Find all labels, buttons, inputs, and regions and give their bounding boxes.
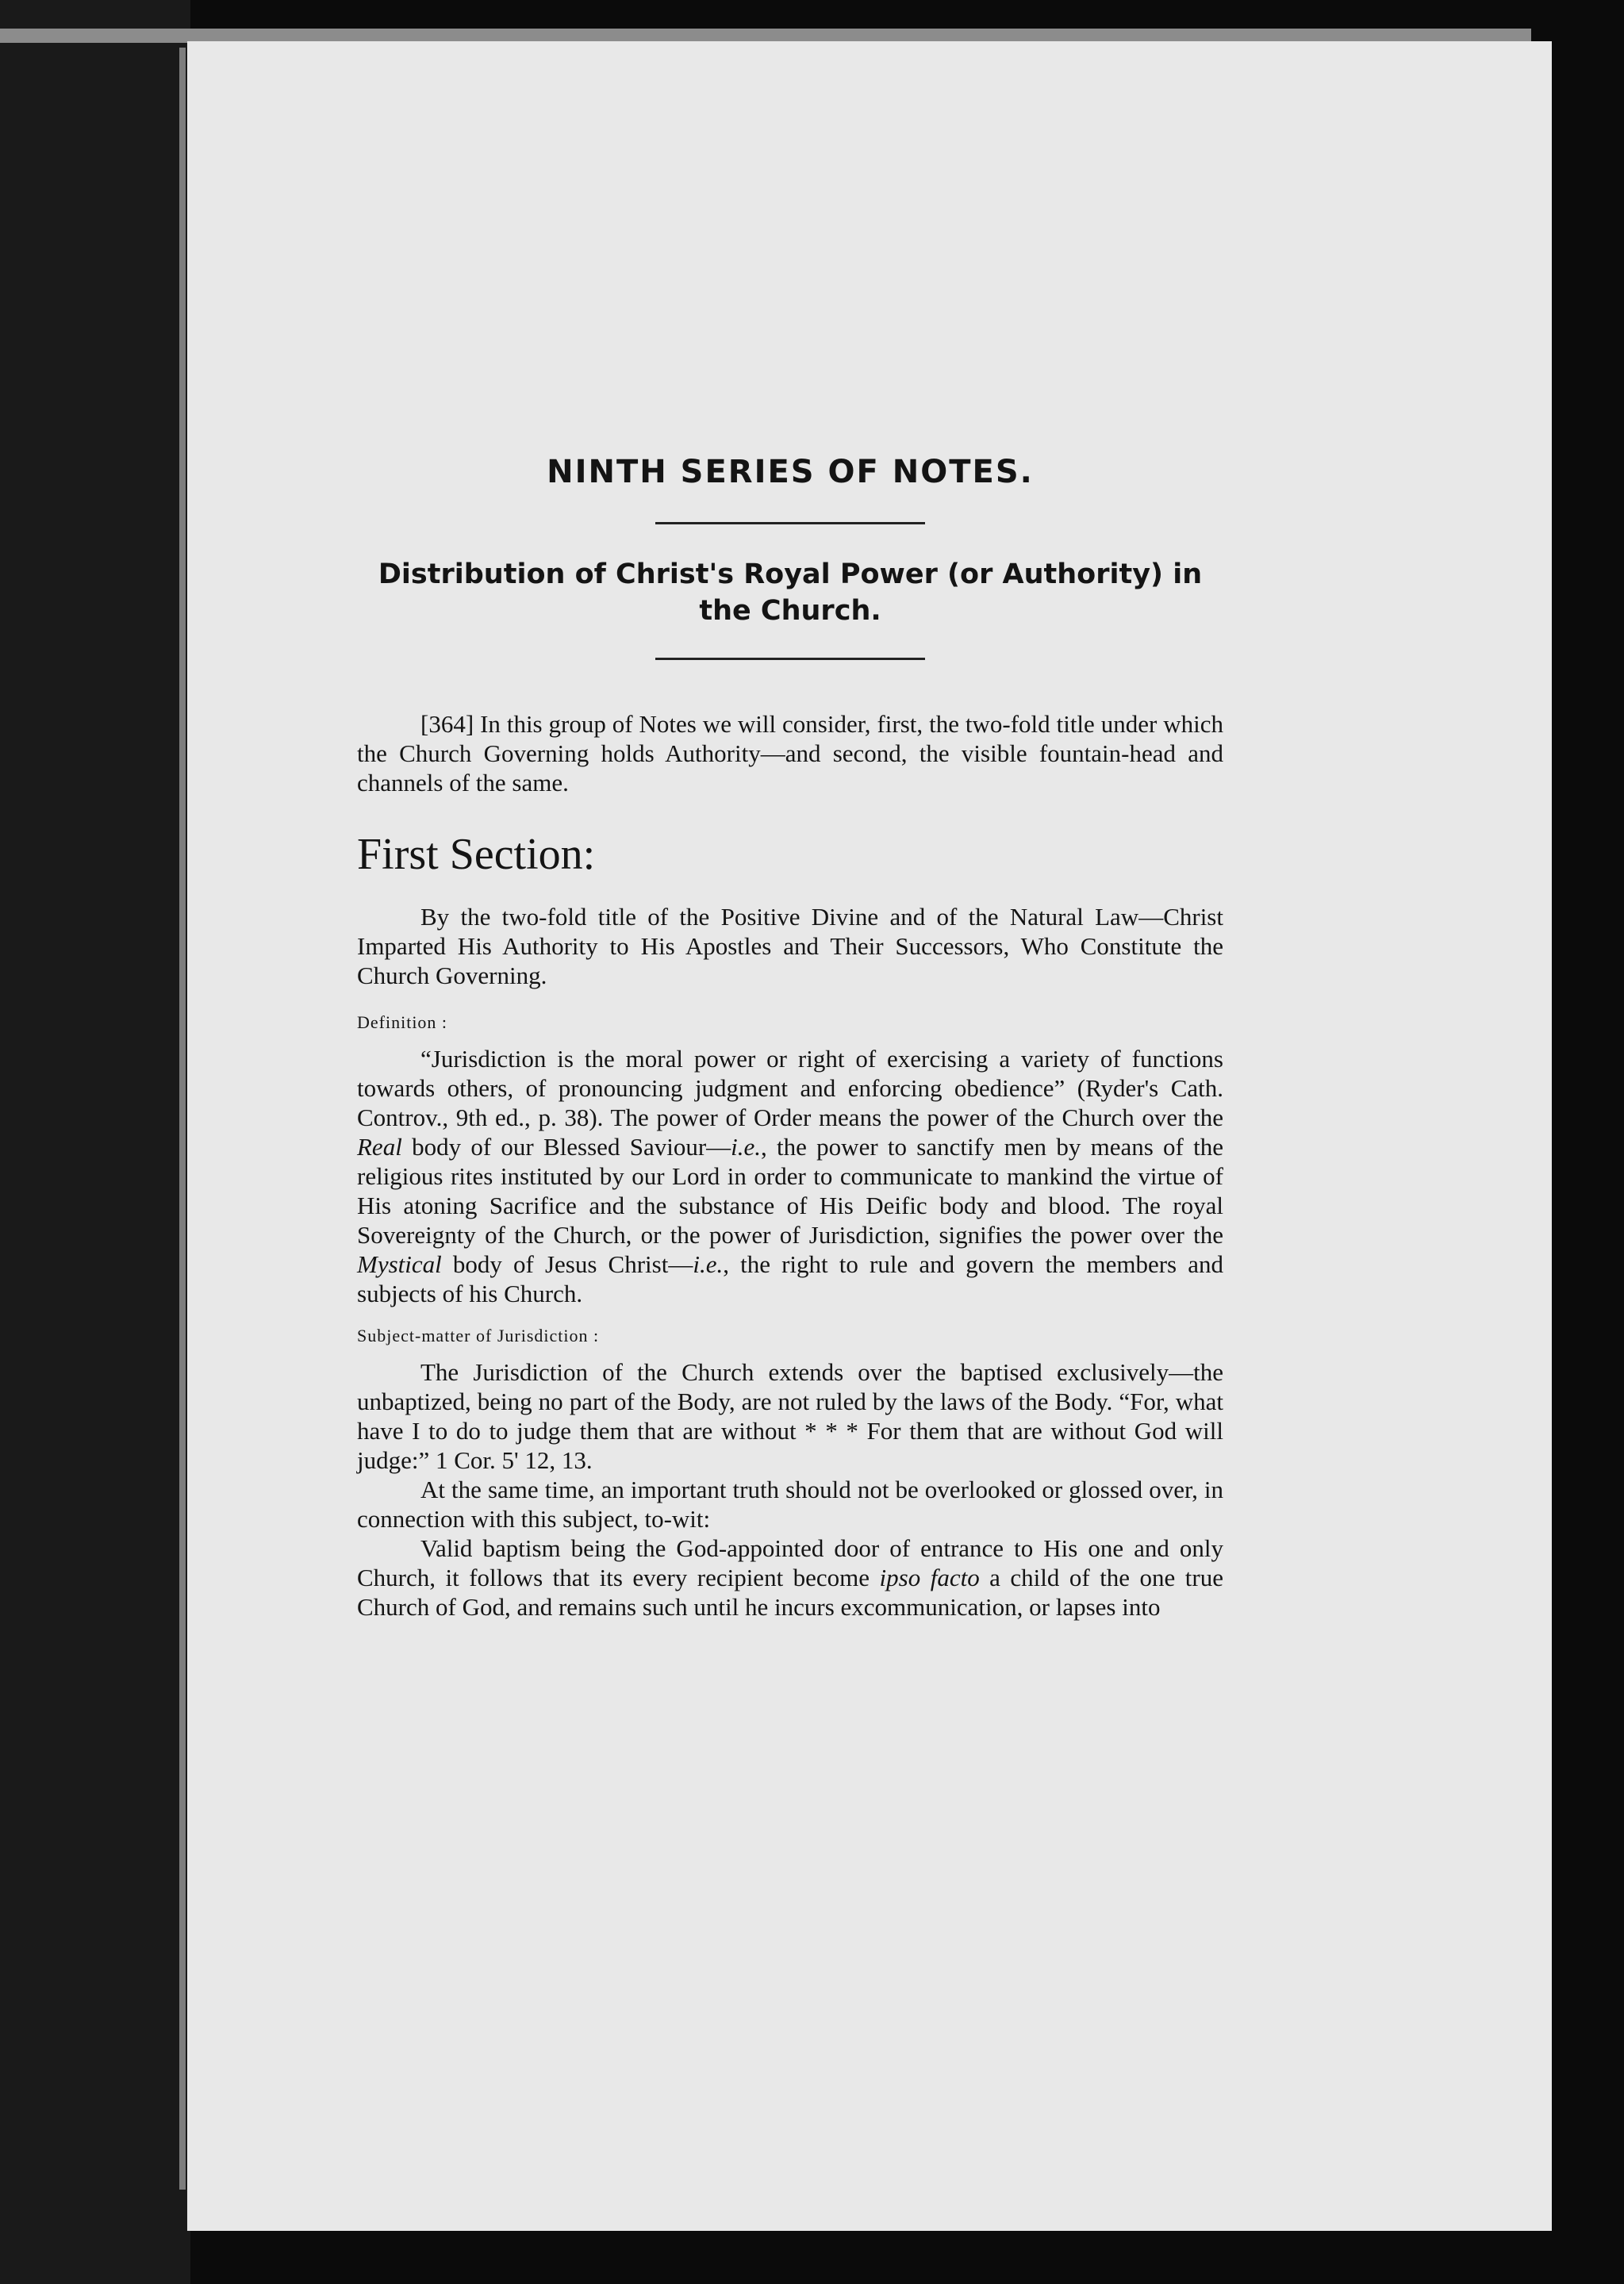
section-subheading: By the two-fold title of the Positive Divine and of the Natural Law—Christ Imparted His Authority to His Apostles and Their Successors, Who Constitute the Church Governing. [357,903,1223,989]
book-page [187,41,1552,2231]
book-spine-edge [179,48,186,2190]
subject-paragraph-1: The Jurisdiction of the Church extends over the baptised exclusively—the unbaptized, being no part of the Body, are not ruled by the laws of the Body. “For, what have I to do to judge them that are without * * * For them that are without God will judge:” 1 Cor. 5' 12, 13. [357,1358,1223,1474]
definition-label: Definition : [357,1012,448,1032]
subtitle-line-2: the Church. [699,595,881,627]
section-heading: First Section: [357,830,596,879]
divider-rule [655,658,925,660]
definition-paragraph: “Jurisdiction is the moral power or right of exercising a variety of functions towards others, of pronouncing judgment and enforcing obedience” (Ryder's Cath. Controv., 9th ed., p. 38). The power of Order means the power of the Church over the Real body of our Blessed Saviour—i.e., the power to sanctify men by means of the religious rites instituted by our Lord in order to communicate to mankind the virtue of His atoning Sacrifice and the substance of His Deific body and blood. The royal Sovereignty of the Church, or the power of Jurisdiction, signifies the power over the Mystical body of Jesus Christ—i.e., the right to rule and govern the members and subjects of his Church. [357,1045,1223,1307]
subject-paragraph-2: At the same time, an important truth should not be overlooked or glossed over, in connection with this subject, to-wit: [357,1476,1223,1533]
scan-left-margin [0,0,190,2284]
chapter-subtitle [357,556,1223,629]
subject-matter-label: Subject-matter of Jurisdiction : [357,1326,600,1345]
page-content [357,454,1223,1622]
series-title: NINTH SERIES OF NOTES. [547,454,1034,490]
subtitle-line-1: Distribution of Christ's Royal Power (or Authority) in [378,559,1203,590]
intro-paragraph: [364] In this group of Notes we will consider, first, the two-fold title under which the Church Governing holds Authority—and second, the visible fountain-head and channels of the same. [357,710,1223,797]
subject-paragraph-3: Valid baptism being the God-appointed door of entrance to His one and only Church, it follows that its every recipient become ipso facto a child of the one true Church of God, and remains such until he incurs excommunication, or lapses into [357,1534,1223,1621]
divider-rule [655,522,925,524]
